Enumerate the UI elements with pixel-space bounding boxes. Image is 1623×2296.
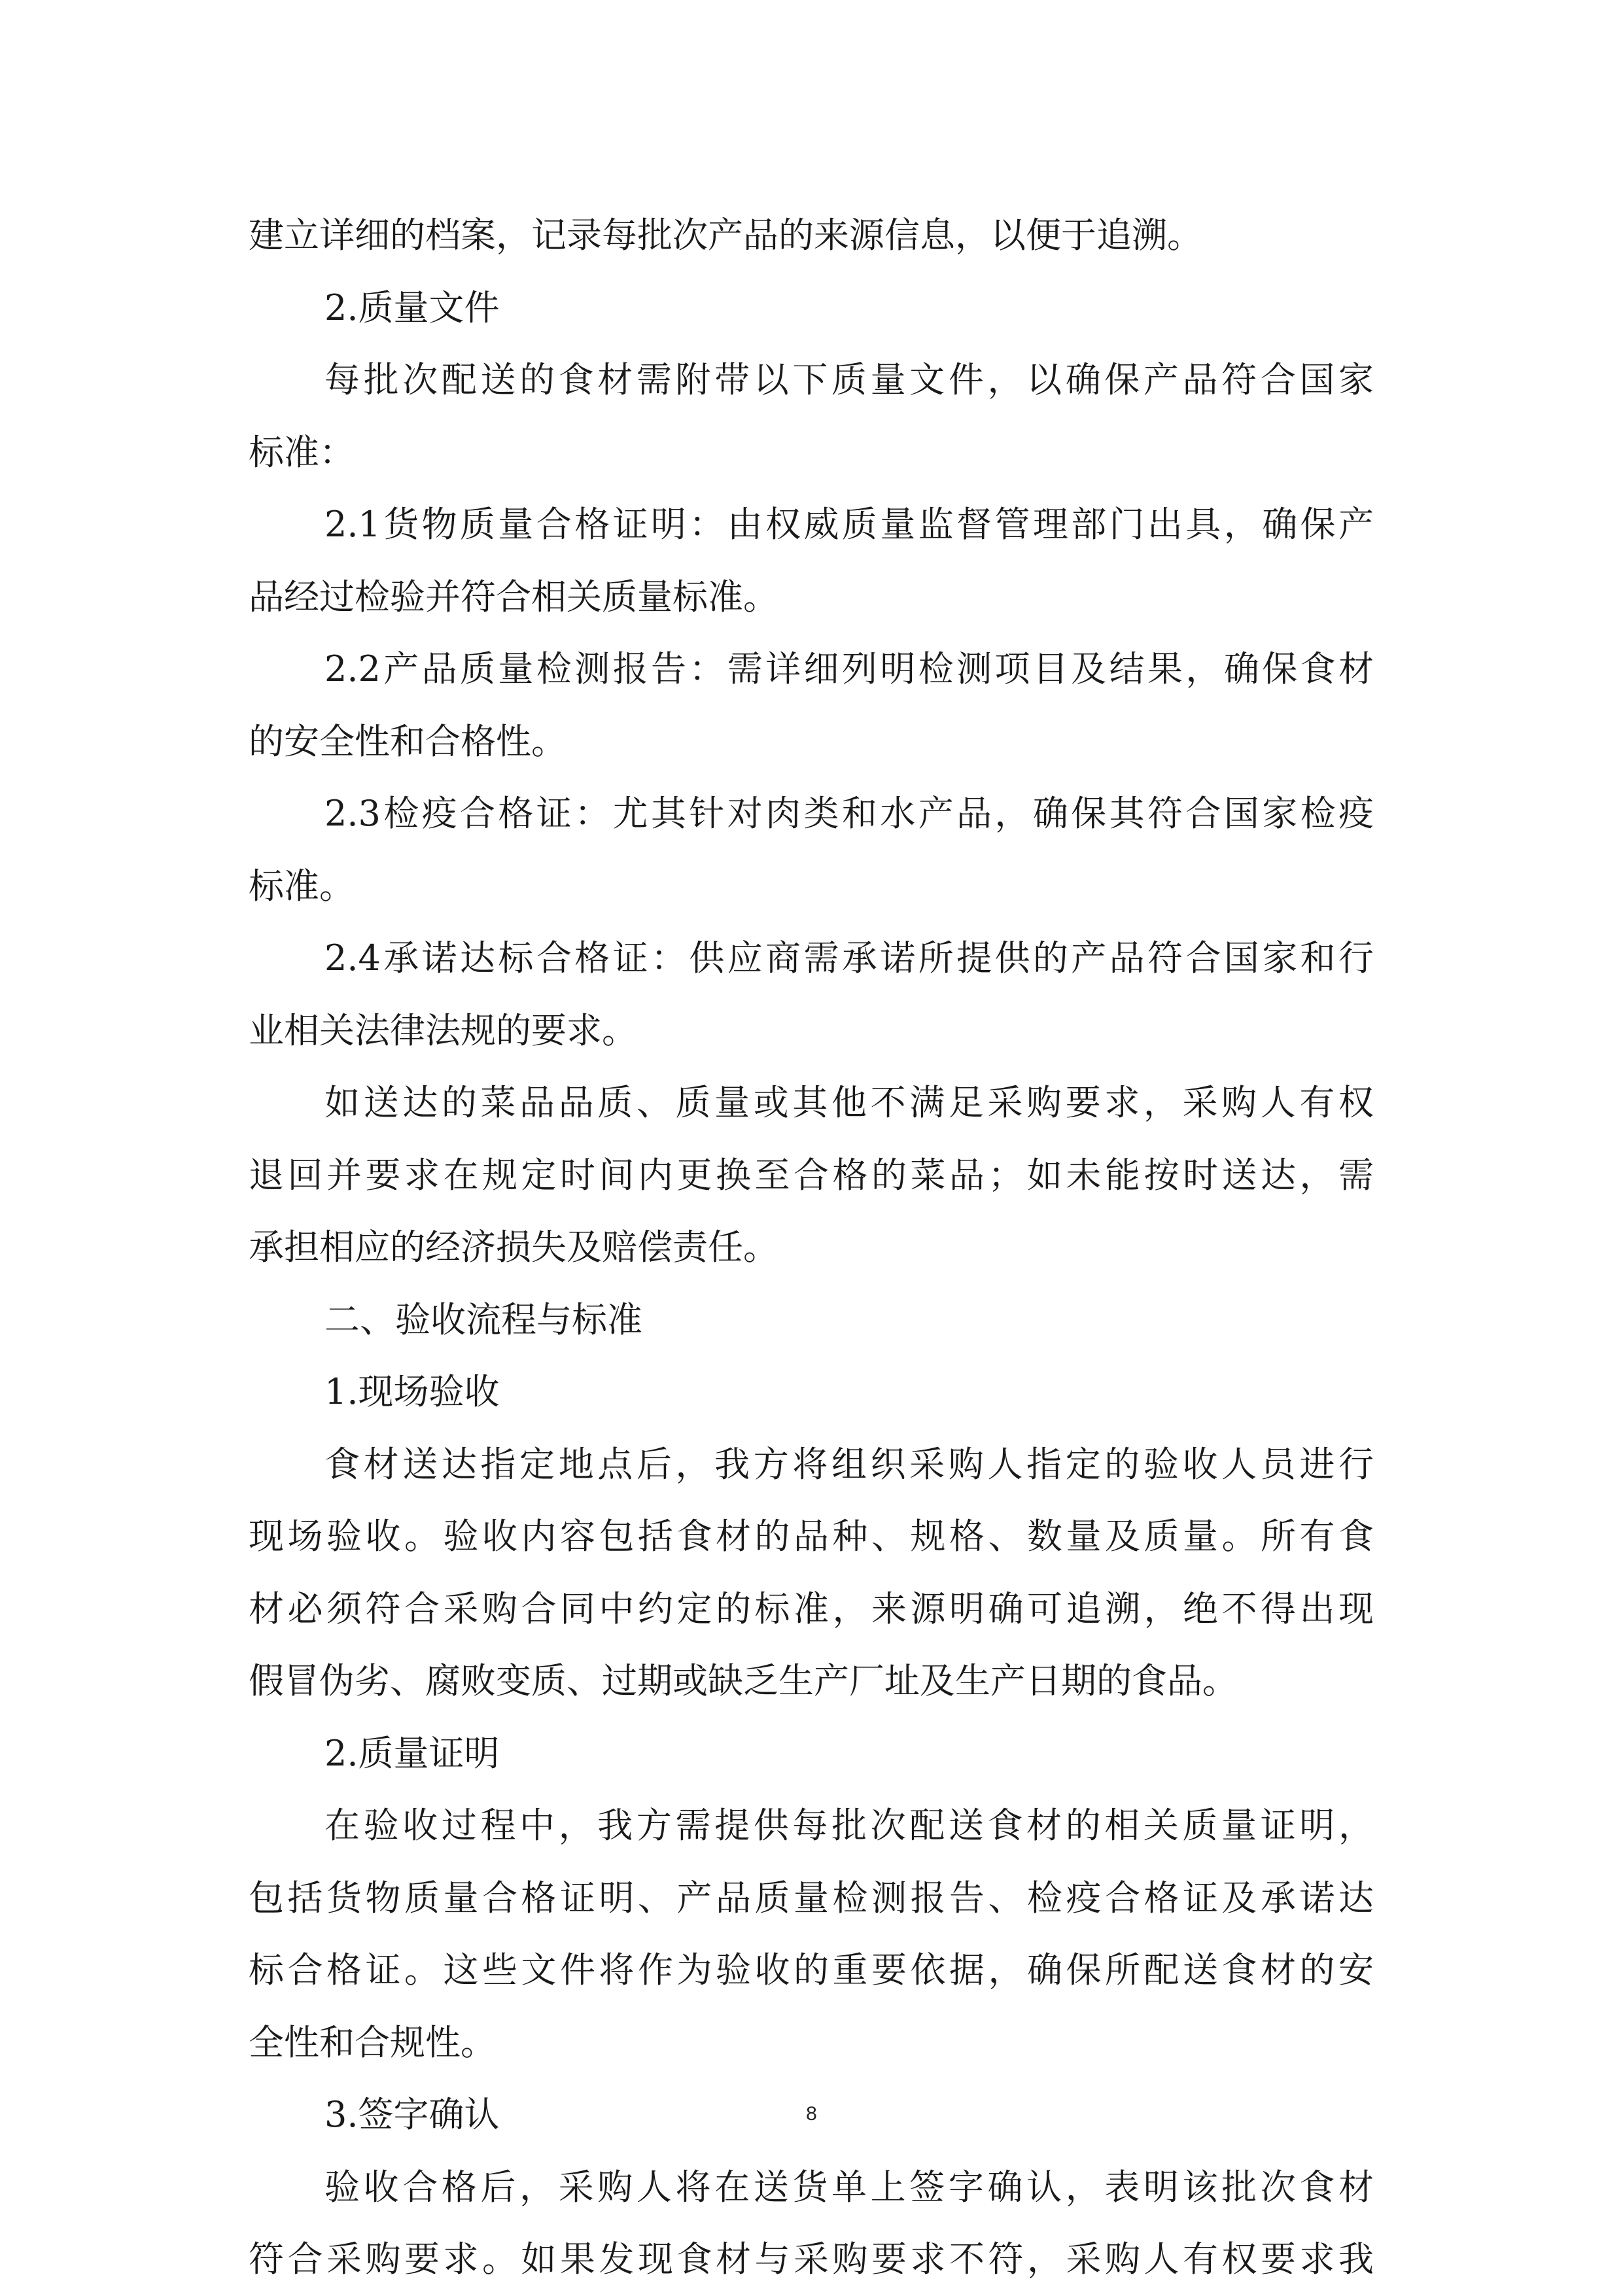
paragraph-line: 在验收过程中，我方需提供每批次配送食材的相关质量证明， xyxy=(324,1805,1374,1846)
paragraph-line: 现场验收。验收内容包括食材的品种、规格、数量及质量。所有食 xyxy=(249,1516,1374,1557)
paragraph-line: 材必须符合采购合同中约定的标准，来源明确可追溯，绝不得出现 xyxy=(249,1588,1374,1629)
paragraph-line: 业相关法律法规的要求。 xyxy=(249,1009,637,1051)
paragraph-line: 建立详细的档案，记录每批次产品的来源信息，以便于追溯。 xyxy=(249,215,1202,256)
paragraph-line: 退回并要求在规定时间内更换至合格的菜品；如未能按时送达，需 xyxy=(249,1154,1374,1196)
paragraph-line: 食材送达指定地点后，我方将组织采购人指定的验收人员进行 xyxy=(324,1443,1374,1485)
paragraph-line: 包括货物质量合格证明、产品质量检测报告、检疫合格证及承诺达 xyxy=(249,1877,1374,1919)
paragraph-line: 承担相应的经济损失及赔偿责任。 xyxy=(249,1226,778,1268)
paragraph-line: 全性和合规性。 xyxy=(249,2021,496,2063)
paragraph-line: 如送达的菜品品质、质量或其他不满足采购要求，采购人有权 xyxy=(324,1082,1374,1123)
paragraph-line: 2.3检疫合格证：尤其针对肉类和水产品，确保其符合国家检疫 xyxy=(324,793,1374,834)
paragraph-line: 标准。 xyxy=(249,865,355,907)
paragraph-line: 2.1货物质量合格证明：由权威质量监督管理部门出具，确保产 xyxy=(324,504,1374,545)
section-heading: 2.质量证明 xyxy=(324,1732,500,1774)
paragraph-line: 标准： xyxy=(249,431,355,473)
section-heading: 3.签字确认 xyxy=(324,2094,500,2135)
paragraph-line: 假冒伪劣、腐败变质、过期或缺乏生产厂址及生产日期的食品。 xyxy=(249,1660,1238,1701)
section-heading: 1.现场验收 xyxy=(324,1371,500,1412)
paragraph-line: 符合采购要求。如果发现食材与采购要求不符，采购人有权要求我 xyxy=(249,2238,1374,2280)
body-text xyxy=(249,200,1374,2296)
section-heading: 2.质量文件 xyxy=(324,287,500,328)
paragraph-line: 的安全性和合格性。 xyxy=(249,720,567,762)
page-number: 8 xyxy=(806,2103,817,2125)
paragraph-line: 2.2产品质量检测报告：需详细列明检测项目及结果，确保食材 xyxy=(324,648,1374,689)
paragraph-line: 2.4承诺达标合格证：供应商需承诺所提供的产品符合国家和行 xyxy=(324,937,1374,979)
paragraph-line: 每批次配送的食材需附带以下质量文件，以确保产品符合国家 xyxy=(324,359,1374,400)
section-heading: 二、验收流程与标准 xyxy=(324,1298,642,1340)
paragraph-line: 品经过检验并符合相关质量标准。 xyxy=(249,576,778,617)
paragraph-line: 标合格证。这些文件将作为验收的重要依据，确保所配送食材的安 xyxy=(249,1949,1374,1991)
paragraph-line: 验收合格后，采购人将在送货单上签字确认，表明该批次食材 xyxy=(324,2166,1374,2208)
